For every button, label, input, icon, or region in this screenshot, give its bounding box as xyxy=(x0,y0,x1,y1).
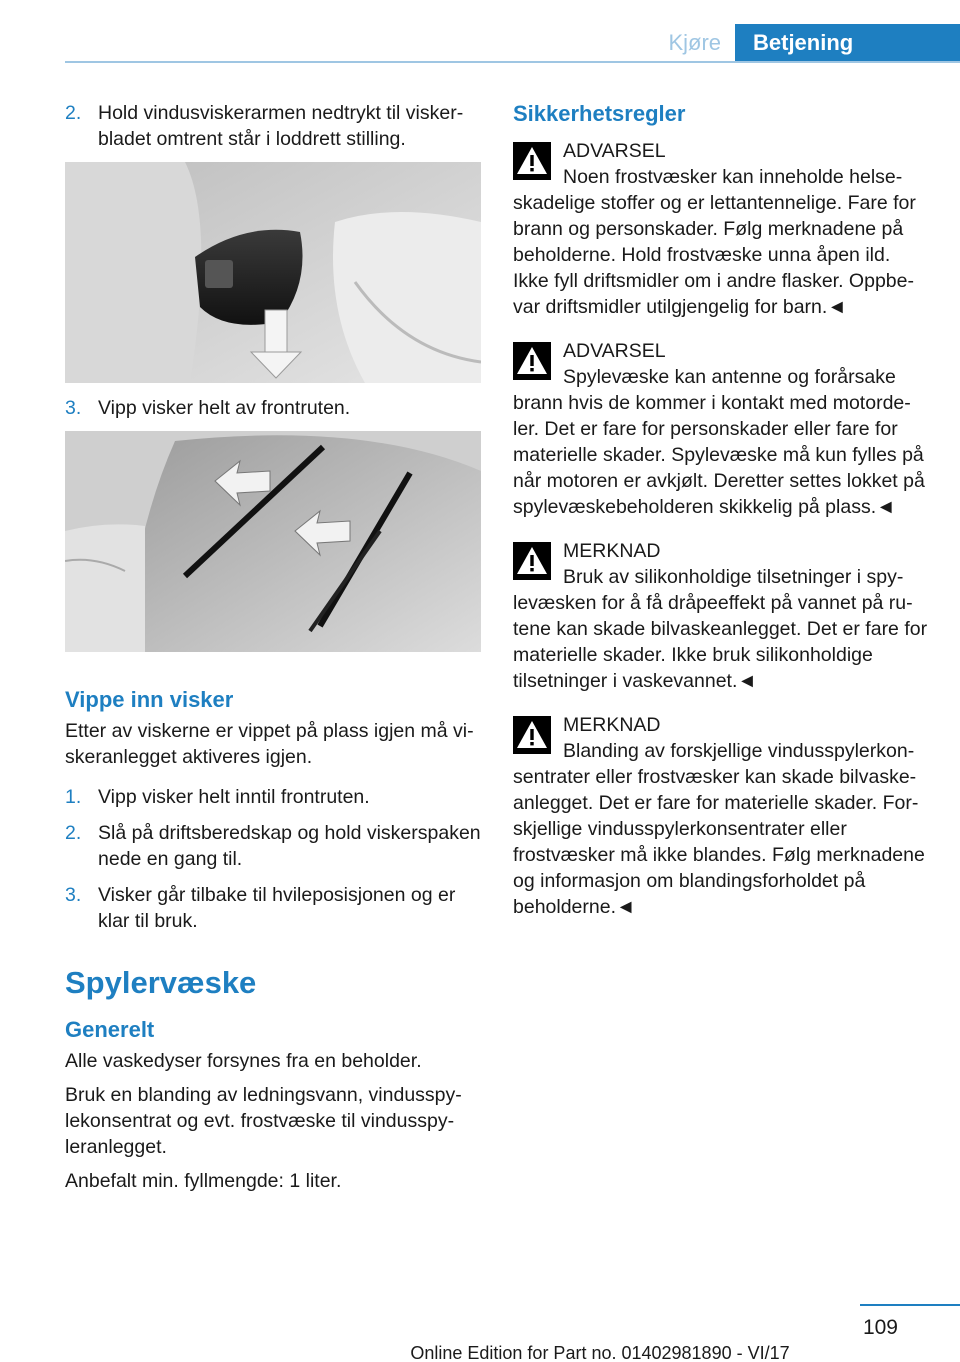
step-item xyxy=(65,395,481,421)
warning-triangle-icon xyxy=(513,716,551,754)
section-heading-vippe: Vippe inn visker xyxy=(65,687,234,712)
vippe-intro: Etter av viskerne er vippet på plass igjen må viskeranlegget aktiveres igjen. xyxy=(65,720,474,768)
step-item xyxy=(65,820,481,872)
warning-triangle-icon xyxy=(513,142,551,180)
step-text: Visker går tilbake til hvileposisjonen og er klar til bruk. xyxy=(98,884,456,932)
note-title: MERKNAD xyxy=(563,714,661,736)
step-item xyxy=(65,100,481,152)
paragraph: Anbefalt min. fyllmengde: 1 liter. xyxy=(65,1170,342,1192)
footer-rule xyxy=(860,1304,960,1306)
step-text: Hold vindusviskerarmen nedtrykt til viskerbladet omtrent står i loddrett stilling. xyxy=(98,102,464,150)
header-tab-kjore[interactable]: Kjøre xyxy=(668,30,721,55)
paragraph: Alle vaskedyser forsynes fra en beholder. xyxy=(65,1050,422,1072)
note-block xyxy=(513,712,928,920)
step-number: 2. xyxy=(65,822,82,844)
step-text: Vipp visker helt av frontruten. xyxy=(98,397,351,419)
step-number: 2. xyxy=(65,102,82,124)
section-heading-spylervaeske: Spylervæske xyxy=(65,965,257,1000)
left-column xyxy=(65,100,481,1202)
warning-text: Spylevæske kan antenne og forårsake brann hvis de kommer i kontakt med motordeler. Det er fare for personskader eller fare for materielle skader. Spylevæske må kun fylles på når motoren er avkjølt. Deretter settes lokket på spylevæskebeholderen skikkelig på plass.◄ xyxy=(513,366,925,518)
header-tab-betjening[interactable]: Betjening xyxy=(735,24,960,62)
right-column xyxy=(513,100,928,938)
wiper-arm-photo xyxy=(65,162,481,383)
windshield-wipers-illustration xyxy=(65,431,481,652)
note-title: MERKNAD xyxy=(563,540,661,562)
warning-title: ADVARSEL xyxy=(563,140,666,162)
warning-triangle-icon xyxy=(513,542,551,580)
edition-note: Online Edition for Part no. 01402981890 - VI/17 xyxy=(410,1343,790,1362)
step-item xyxy=(65,882,481,934)
section-heading-sikkerhetsregler: Sikkerhetsregler xyxy=(513,101,686,126)
step-number: 3. xyxy=(65,397,82,419)
step-number: 1. xyxy=(65,786,82,808)
warning-triangle-icon xyxy=(513,342,551,380)
paragraph: Bruk en blanding av ledningsvann, vindusspylekonsentrat og evt. frostvæske til vindusspyleranlegget. xyxy=(65,1084,462,1158)
windshield-wipers-photo xyxy=(65,431,481,652)
note-text: Bruk av silikonholdige tilsetninger i spylevæsken for å få dråpeeffekt på vannet på rutene kan skade bilvaskeanlegget. Det er fare for materielle skader. Ikke bruk silikonholdige tilsetninger i vaskevannet.◄ xyxy=(513,566,928,692)
header-rule xyxy=(65,61,960,63)
warning-title: ADVARSEL xyxy=(563,340,666,362)
note-block xyxy=(513,538,928,694)
warning-block xyxy=(513,138,928,320)
step-text: Slå på driftsberedskap og hold viskerspaken nede en gang til. xyxy=(98,822,481,870)
warning-block xyxy=(513,338,928,520)
page-number: 109 xyxy=(862,1316,898,1339)
step-number: 3. xyxy=(65,884,82,906)
wiper-arm-illustration xyxy=(65,162,481,383)
step-item xyxy=(65,784,481,810)
step-text: Vipp visker helt inntil frontruten. xyxy=(98,786,370,808)
note-text: Blanding av forskjellige vindusspylerkonsentrater eller frostvæsker kan skade bilvaskeanlegget. Det er fare for materielle skader. Forskjellige vindusspylerkonsentrater eller frostvæsker må ikke blandes. Følg merknadene og informasjon om blandingsforholdet på beholderne.◄ xyxy=(513,740,925,918)
warning-text: Noen frostvæsker kan inneholde helseskadelige stoffer og er lettantennelige. Fare for brann og personskader. Følg merknadene på beholderne. Hold frostvæske unna åpen ild. Ikke fyll driftsmidler om i andre flasker. Oppbevar driftsmidler utilgjengelig for barn.◄ xyxy=(513,166,916,318)
subsection-heading-generelt: Generelt xyxy=(65,1017,155,1042)
